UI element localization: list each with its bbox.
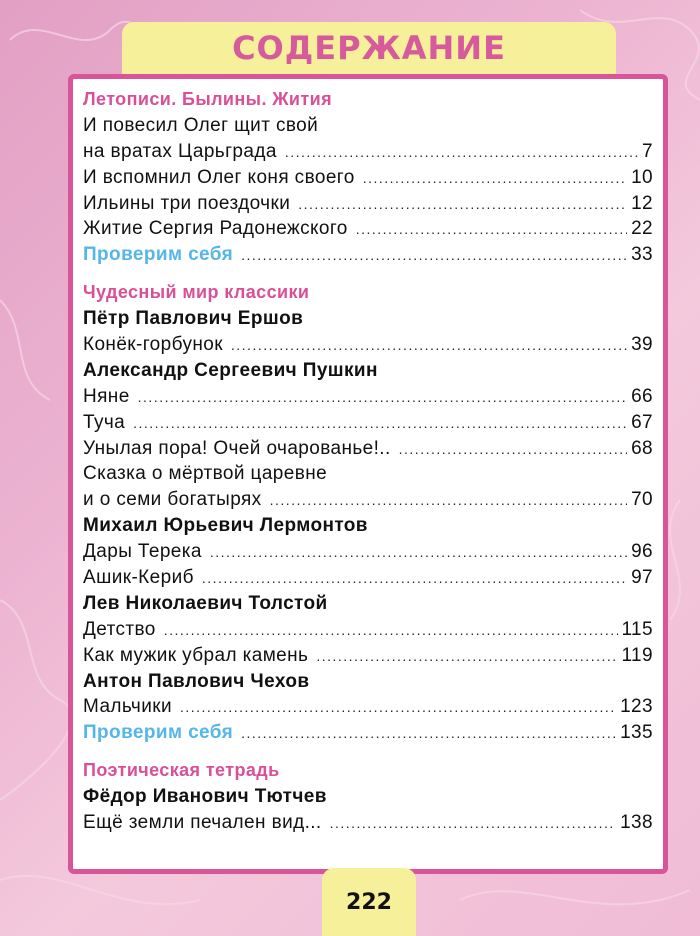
dot-leader: [285, 144, 638, 160]
page-ref: 138: [620, 812, 653, 834]
toc-entry[interactable]: И повесил Олег щит свой: [83, 114, 319, 136]
page-ref: 66: [631, 385, 653, 407]
page-ref: 12: [631, 192, 653, 214]
toc-entry[interactable]: Ещё земли печален вид... . . . 138: [83, 812, 653, 838]
title-tab: [122, 22, 616, 74]
toc-entry[interactable]: Дары Терека . . . 96: [83, 541, 653, 567]
dot-leader: [231, 337, 627, 353]
toc-entry[interactable]: Унылая пора! Очей очарованье!.. . . . 68: [83, 438, 653, 464]
toc-entry[interactable]: Сказка о мёртвой царевне: [83, 463, 328, 485]
toc-entry[interactable]: Детство . . . 115: [83, 619, 653, 645]
toc-entry[interactable]: Туча . . . 67: [83, 412, 653, 438]
page-ref: 7: [642, 140, 653, 162]
page-number: 222: [346, 889, 392, 915]
toc-entry[interactable]: Ашик-Кериб . . . 97: [83, 567, 653, 593]
dot-leader: [399, 441, 627, 457]
dot-leader: [138, 389, 627, 405]
dot-leader: [363, 170, 627, 186]
toc-entry[interactable]: Житие Сергия Радонежского . . . 22: [83, 218, 653, 244]
author-heading: Пётр Павлович Ершов: [83, 308, 304, 330]
toc-entry[interactable]: и о семи богатырях . . . 70: [83, 489, 653, 515]
toc-entry[interactable]: Конёк-горбунок . . . 39: [83, 334, 653, 360]
page-ref: 68: [631, 437, 653, 459]
check-yourself-entry[interactable]: Проверим себя . . . 135: [83, 722, 653, 748]
page-ref: 97: [631, 567, 653, 589]
page-ref: 70: [631, 489, 653, 511]
dot-leader: [210, 544, 627, 560]
dot-leader: [316, 648, 617, 664]
page-ref: 96: [631, 541, 653, 563]
author-heading: Александр Сергеевич Пушкин: [83, 359, 378, 381]
dot-leader: [241, 725, 616, 741]
dot-leader: [202, 570, 627, 586]
toc-entry[interactable]: Мальчики . . . 123: [83, 696, 653, 722]
dot-leader: [133, 415, 627, 431]
dot-leader: [270, 492, 627, 508]
author-heading: Фёдор Иванович Тютчев: [83, 786, 327, 808]
check-yourself-entry[interactable]: Проверим себя . . . 33: [83, 244, 653, 270]
toc-entry[interactable]: Няне . . . 66: [83, 386, 653, 412]
dot-leader: [356, 221, 627, 237]
dot-leader: [180, 699, 616, 715]
page-ref: 39: [631, 334, 653, 356]
page-ref: 10: [631, 166, 653, 188]
page-ref: 135: [620, 722, 653, 744]
toc-entry[interactable]: Ильины три поездочки . . . 12: [83, 193, 653, 219]
page-ref: 33: [631, 244, 653, 266]
page-ref: 123: [620, 696, 653, 718]
table-of-contents: [83, 89, 653, 838]
page-ref: 119: [621, 644, 653, 666]
dot-leader: [241, 247, 627, 263]
page-title: СОДЕРЖАНИЕ: [232, 29, 506, 67]
dot-leader: [298, 196, 627, 212]
contents-panel: [68, 74, 668, 874]
dot-leader: [330, 815, 616, 831]
toc-entry[interactable]: на вратах Царьграда . . . 7: [83, 141, 653, 167]
author-heading: Михаил Юрьевич Лермонтов: [83, 515, 368, 537]
page-ref: 22: [631, 218, 653, 240]
dot-leader: [164, 622, 618, 638]
author-heading: Лев Николаевич Толстой: [83, 592, 328, 614]
section-heading: Летописи. Былины. Жития: [83, 89, 332, 109]
section-heading: Чудесный мир классики: [83, 282, 310, 303]
page-ref: 115: [621, 618, 653, 640]
toc-entry[interactable]: Как мужик убрал камень . . . 119: [83, 645, 653, 671]
toc-entry[interactable]: И вспомнил Олег коня своего . . . 10: [83, 167, 653, 193]
page-number-tab: [322, 868, 416, 936]
section-heading: Поэтическая тетрадь: [83, 760, 280, 781]
author-heading: Антон Павлович Чехов: [83, 670, 310, 692]
page-ref: 67: [631, 411, 653, 433]
